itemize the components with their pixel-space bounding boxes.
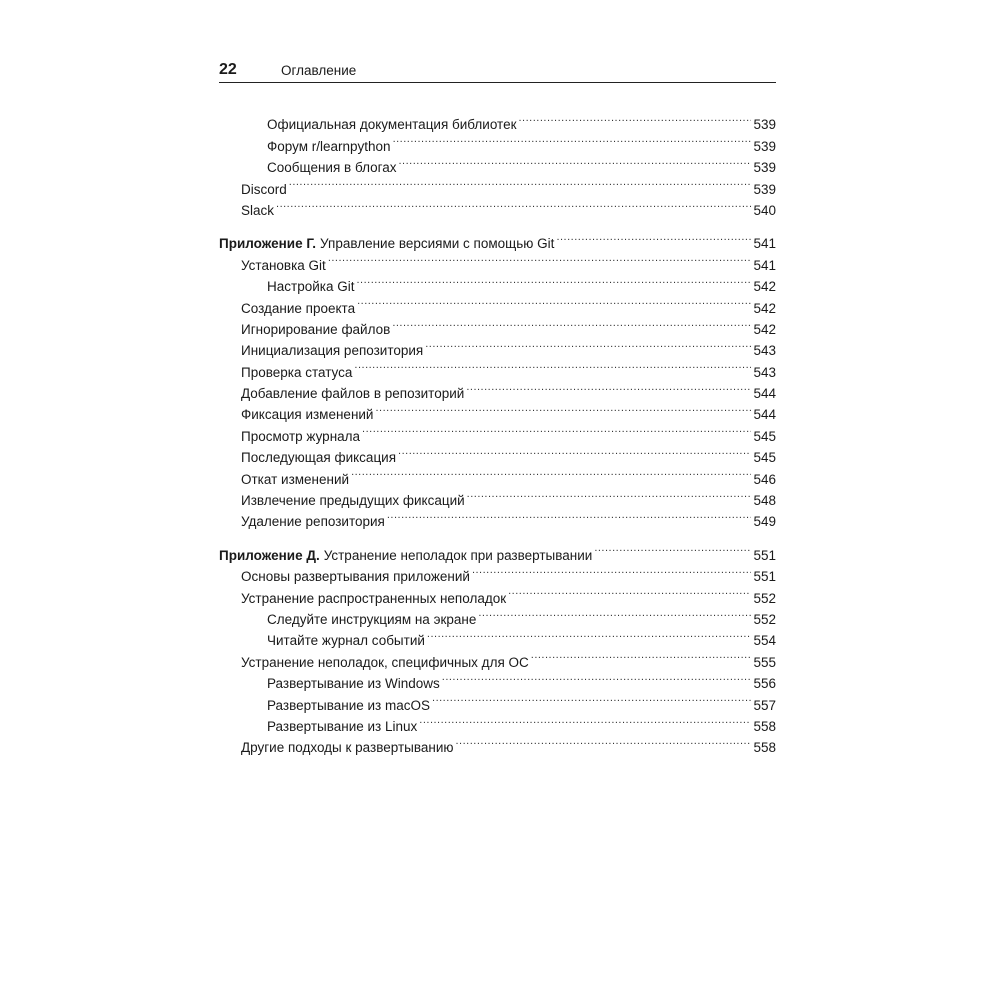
toc-leader <box>425 334 751 355</box>
toc-leader <box>375 398 751 419</box>
toc-entry-title: Следуйте инструкциям на экране <box>267 611 477 627</box>
toc-entry-page: 546 <box>753 471 776 487</box>
toc-entry-title: Игнорирование файлов <box>241 321 391 337</box>
toc-entry-page: 552 <box>753 590 776 606</box>
appendix-label: Приложение Г. <box>219 236 317 252</box>
toc-entry-title: Удаление репозитория <box>241 514 385 530</box>
toc-leader <box>594 538 751 559</box>
running-title: Оглавление <box>281 63 357 78</box>
toc-entry-title: Инициализация репозитория <box>241 343 424 359</box>
toc-leader <box>357 291 751 312</box>
toc-entry-title: Сообщения в блогах <box>267 160 397 176</box>
toc-leader <box>456 731 752 752</box>
toc-entry-page: 558 <box>753 718 776 734</box>
toc-entry-page: 541 <box>753 236 776 252</box>
toc-entry-page: 542 <box>753 279 776 295</box>
toc-entry-page: 551 <box>753 547 776 563</box>
toc-entry-title: Развертывание из macOS <box>267 697 431 713</box>
toc-entry-page: 545 <box>753 450 776 466</box>
toc-leader <box>399 151 752 172</box>
toc-entry-page: 540 <box>753 202 776 218</box>
toc-entry-page: 558 <box>753 740 776 756</box>
toc-leader <box>531 645 752 666</box>
toc-leader <box>289 172 752 193</box>
toc-entry-page: 543 <box>753 343 776 359</box>
toc-leader <box>356 270 751 291</box>
toc-entry-title: Slack <box>241 202 275 218</box>
toc-leader <box>466 377 751 398</box>
toc-leader <box>508 581 751 602</box>
toc-entry[interactable] <box>219 194 776 218</box>
toc-entry-page: 551 <box>753 569 776 585</box>
toc-entry-title: Другие подходы к развертыванию <box>241 740 454 756</box>
toc-entry-page: 554 <box>753 633 776 649</box>
toc-entry-title: Развертывание из Windows <box>267 676 440 692</box>
toc-entry-page: 543 <box>753 364 776 380</box>
toc-leader <box>393 129 752 150</box>
toc-appendix-heading[interactable] <box>219 538 776 563</box>
toc-leader <box>328 248 752 269</box>
toc-entry-page: 541 <box>753 257 776 273</box>
section-gap <box>219 215 776 227</box>
toc-entry-title: Создание проекта <box>241 300 356 316</box>
toc-entry-title: Читайте журнал событий <box>267 633 425 649</box>
toc-entry-page: 542 <box>753 300 776 316</box>
toc-entry-page: 555 <box>753 654 776 670</box>
toc-entry-title: Устранение неполадок при развертывании <box>323 547 593 563</box>
toc-entry-title: Развертывание из Linux <box>267 718 418 734</box>
toc-entry-title: Управление версиями с помощью Git <box>320 236 555 252</box>
toc-entry-title: Добавление файлов в репозиторий <box>241 386 465 402</box>
toc-leader <box>478 603 751 624</box>
toc-entry-title: Установка Git <box>241 257 326 273</box>
toc-entry-title: Устранение неполадок, специфичных для ОС <box>241 654 529 670</box>
toc-entry-title: Основы развертывания приложений <box>241 569 470 585</box>
toc-leader <box>351 462 751 483</box>
toc-entry-page: 549 <box>753 514 776 530</box>
toc-entry-page: 542 <box>753 321 776 337</box>
toc-entry-page: 539 <box>753 181 776 197</box>
toc-entry-page: 544 <box>753 386 776 402</box>
toc-entry-title: Извлечение предыдущих фиксаций <box>241 493 465 509</box>
toc-leader <box>398 441 751 462</box>
toc-leader <box>276 194 751 215</box>
toc-leader <box>419 710 751 731</box>
toc-leader <box>387 505 752 526</box>
toc-leader <box>432 688 751 709</box>
toc-leader <box>472 560 752 581</box>
page-header <box>219 60 776 83</box>
toc-entry-title: Официальная документация библиотек <box>267 117 517 133</box>
toc-entry-title: Настройка Git <box>267 279 355 295</box>
toc-entry[interactable] <box>219 172 776 197</box>
toc-entry-page: 544 <box>753 407 776 423</box>
toc-entry-title: Форум r/learnpython <box>267 138 391 154</box>
toc-entry[interactable] <box>219 108 776 133</box>
toc-entry-title: Просмотр журнала <box>241 428 361 444</box>
toc-entry-page: 539 <box>753 138 776 154</box>
toc-entry-title: Проверка статуса <box>241 364 353 380</box>
toc-entry-title: Откат изменений <box>241 471 350 487</box>
toc-entry-title: Устранение распространенных неполадок <box>241 590 507 606</box>
table-of-contents <box>219 108 776 756</box>
toc-entry-title: Фиксация изменений <box>241 407 374 423</box>
toc-leader <box>442 667 752 688</box>
toc-entry-page: 545 <box>753 428 776 444</box>
toc-entry-page: 557 <box>753 697 776 713</box>
toc-leader <box>556 227 751 248</box>
toc-leader <box>362 419 751 440</box>
toc-entry-title: Последующая фиксация <box>241 450 397 466</box>
toc-appendix-heading[interactable] <box>219 227 776 252</box>
toc-leader <box>427 624 752 645</box>
toc-entry-page: 539 <box>753 117 776 133</box>
appendix-label: Приложение Д. <box>219 547 320 563</box>
toc-entry-page: 556 <box>753 676 776 692</box>
toc-entry-page: 552 <box>753 611 776 627</box>
toc-leader <box>467 484 752 505</box>
toc-leader <box>354 355 751 376</box>
page-number: 22 <box>219 61 237 78</box>
toc-entry-title: Discord <box>241 181 287 197</box>
toc-entry-page: 539 <box>753 160 776 176</box>
toc-entry-page: 548 <box>753 493 776 509</box>
toc-leader <box>392 313 751 334</box>
toc-leader <box>519 108 752 129</box>
